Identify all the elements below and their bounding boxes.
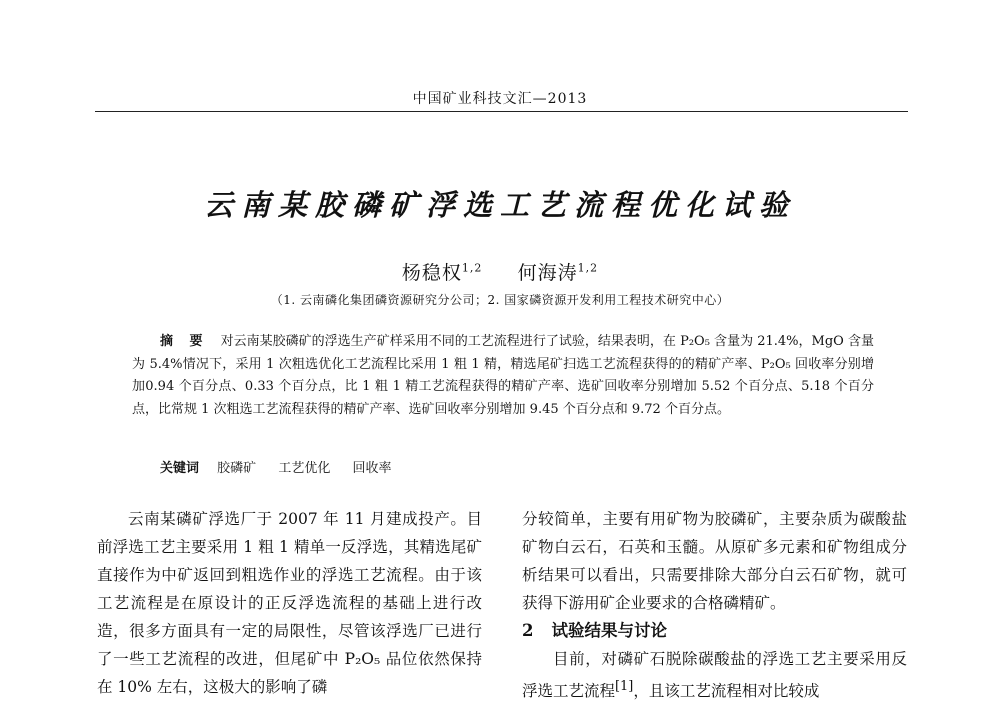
header-rule <box>95 111 908 112</box>
citation-ref: [1] <box>615 679 634 694</box>
journal-header: 中国矿业科技文汇—2013 <box>412 91 588 107</box>
paragraph-text: ，且该工艺流程相对比较成 <box>633 682 820 701</box>
keywords-label: 关键词 <box>160 461 200 476</box>
section-title: 试验结果与讨论 <box>551 621 667 640</box>
author-list <box>0 258 1000 285</box>
keyword: 工艺优化 <box>278 461 331 476</box>
author-affiliation-mark: 1,2 <box>461 261 483 275</box>
body-paragraph: 云南某磷矿浮选厂于 2007 年 11 月建成投产。目前浮选工艺主要采用 1 粗 1 精单一反浮选，其精选尾矿直接作为中矿返回到粗选作业的浮选工艺流程。由于该工艺流程是在原设计的正反浮选流程的基础上进行改造，很多方面具有一定的局限性，尽管该浮选厂已进行了一些工艺流程的改进，但尾矿中 P₂O₅ 品位依然保持在 10% 左右，这极大的影响了磷 <box>97 510 482 696</box>
section-number: 2 <box>522 621 534 640</box>
paragraph-text: 目前，对磷矿石脱除碳酸盐的浮选工艺主要采用反浮选工艺流程 <box>522 650 907 701</box>
author-affiliation-mark: 1,2 <box>577 261 599 275</box>
right-column <box>522 505 907 705</box>
body-paragraph: 分较简单，主要有用矿物为胶磷矿，主要杂质为碳酸盐矿物白云石，石英和玉髓。从原矿多元素和矿物组成分析结果可以看出，只需要排除大部分白云石矿物，就可获得下游用矿企业要求的合格磷精矿。 <box>522 510 907 612</box>
body-paragraph <box>522 645 907 705</box>
abstract <box>132 331 874 421</box>
section-heading <box>522 617 907 645</box>
paper-title: 云南某胶磷矿浮选工艺流程优化试验 <box>203 188 796 222</box>
keywords <box>160 457 409 476</box>
author-name: 何海涛 <box>517 262 578 284</box>
affiliation: （1. 云南磷化集团磷资源研究分公司；2. 国家磷资源开发利用工程技术研究中心） <box>270 293 730 307</box>
abstract-label: 摘 要 <box>160 334 209 349</box>
keyword: 回收率 <box>352 461 392 476</box>
author-name: 杨稳权 <box>401 262 462 284</box>
left-column <box>97 505 482 701</box>
keyword: 胶磷矿 <box>217 461 257 476</box>
abstract-text: 对云南某胶磷矿的浮选生产矿样采用不同的工艺流程进行了试验，结果表明，在 P₂O₅ 含量为 21.4%，MgO 含量为 5.4%情况下，采用 1 次粗选优化工艺流程比采用 1 粗 1 精，精选尾矿扫选工艺流程获得的的精矿产率、P₂O₅ 回收率分别增加0.94 个百分点、0.33 个百分点，比 1 粗 1 精工艺流程获得的精矿产率、选矿回收率分别增加 5.52 个百分点、5.18 个百分点，比常规 1 次粗选工艺流程获得的精矿产率、选矿回收率分别增加 9.45 个百分点和 9.72 个百分点。 <box>132 334 874 417</box>
